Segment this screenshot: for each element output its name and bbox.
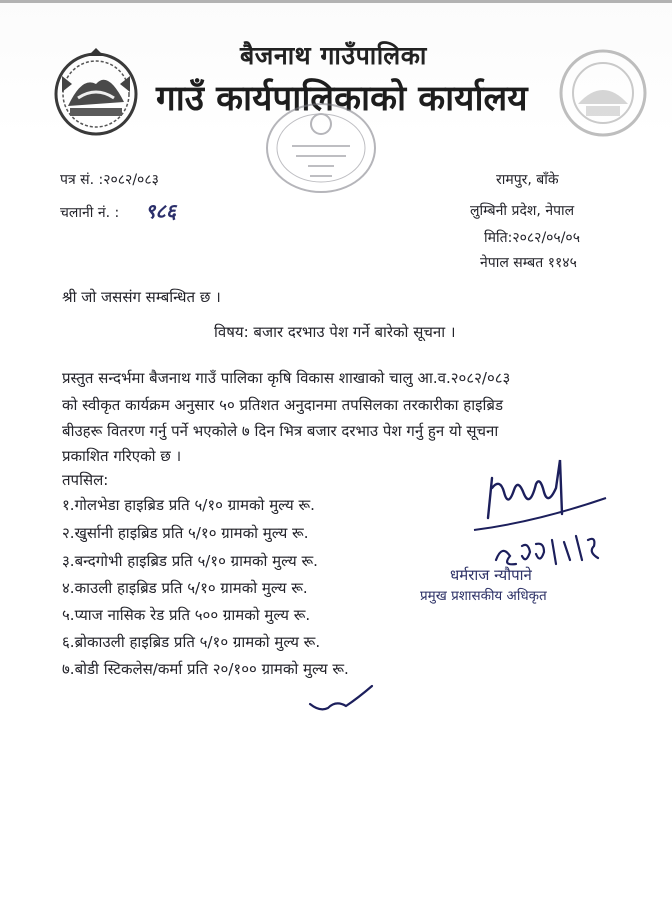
address-place: रामपुर, बाँके: [496, 172, 559, 188]
tapsil-label: तपसिल:: [62, 471, 109, 489]
list-item: २.खुर्सानी हाइब्रिड प्रति ५/१० ग्रामको मुल्य रू.: [62, 524, 309, 542]
scan-edge-line: [0, 0, 672, 3]
list-item: ७.बोडी स्टिकलेस/कर्मा प्रति २०/१०० ग्रामको मुल्य रू.: [62, 660, 349, 678]
greeting: श्री जो जससंग सम्बन्धित छ ।: [62, 288, 221, 306]
list-item: ६.ब्रोकाउली हाइब्रिड प्रति ५/१० ग्रामको मुल्य रू.: [62, 633, 321, 651]
office-stamp: [262, 100, 380, 196]
government-emblem-logo: [48, 46, 144, 138]
office-name: गाउँ कार्यपालिकाको कार्यालय: [156, 79, 528, 119]
body-line: प्रकाशित गरिएको छ ।: [62, 447, 182, 465]
chalani-number: ९८६: [145, 199, 177, 223]
signer-name: धर्मराज न्यौपाने: [450, 566, 532, 584]
nepal-samvat: नेपाल सम्बत ११४५: [480, 255, 577, 271]
signer-title: प्रमुख प्रशासकीय अधिकृत: [420, 588, 547, 604]
municipality-seal-logo: [556, 46, 650, 140]
address-province: लुम्बिनी प्रदेश, नेपाल: [470, 203, 575, 219]
list-item: ३.बन्दगोभी हाइब्रिड प्रति ५/१० ग्रामको मुल्य रू.: [62, 552, 318, 570]
body-line: बीउहरू वितरण गर्नु पर्ने भएकोले ७ दिन भित्र बजार दरभाउ पेश गर्नु हुन यो सूचना: [62, 422, 499, 440]
subject-line: विषय: बजार दरभाउ पेश गर्ने बारेको सूचना ।: [214, 323, 456, 341]
patra-sankhya: पत्र सं. :२०८२/०८३: [60, 172, 159, 188]
handwritten-signature: [466, 448, 616, 578]
body-line: प्रस्तुत सन्दर्भमा बैजनाथ गाउँ पालिका कृषि विकास शाखाको चालु आ.व.२०८२/०८३: [62, 369, 511, 387]
list-item: ४.काउली हाइब्रिड प्रति ५/१० ग्रामको मुल्य रू.: [62, 579, 308, 597]
chalani-label: चलानी नं. :: [60, 205, 120, 221]
list-item: ५.प्याज नासिक रेड प्रति ५०० ग्रामको मुल्य रू.: [62, 606, 311, 624]
initial-mark: [306, 682, 376, 722]
body-line: को स्वीकृत कार्यक्रम अनुसार ५० प्रतिशत अनुदानमा तपसिलका तरकारीका हाइब्रिड: [62, 396, 504, 414]
list-item: १.गोलभेडा हाइब्रिड प्रति ५/१० ग्रामको मुल्य रू.: [62, 496, 315, 514]
municipality-name: बैजनाथ गाउँपालिका: [240, 41, 427, 70]
letter-date: मिति:२०८२/०५/०५: [484, 230, 580, 246]
